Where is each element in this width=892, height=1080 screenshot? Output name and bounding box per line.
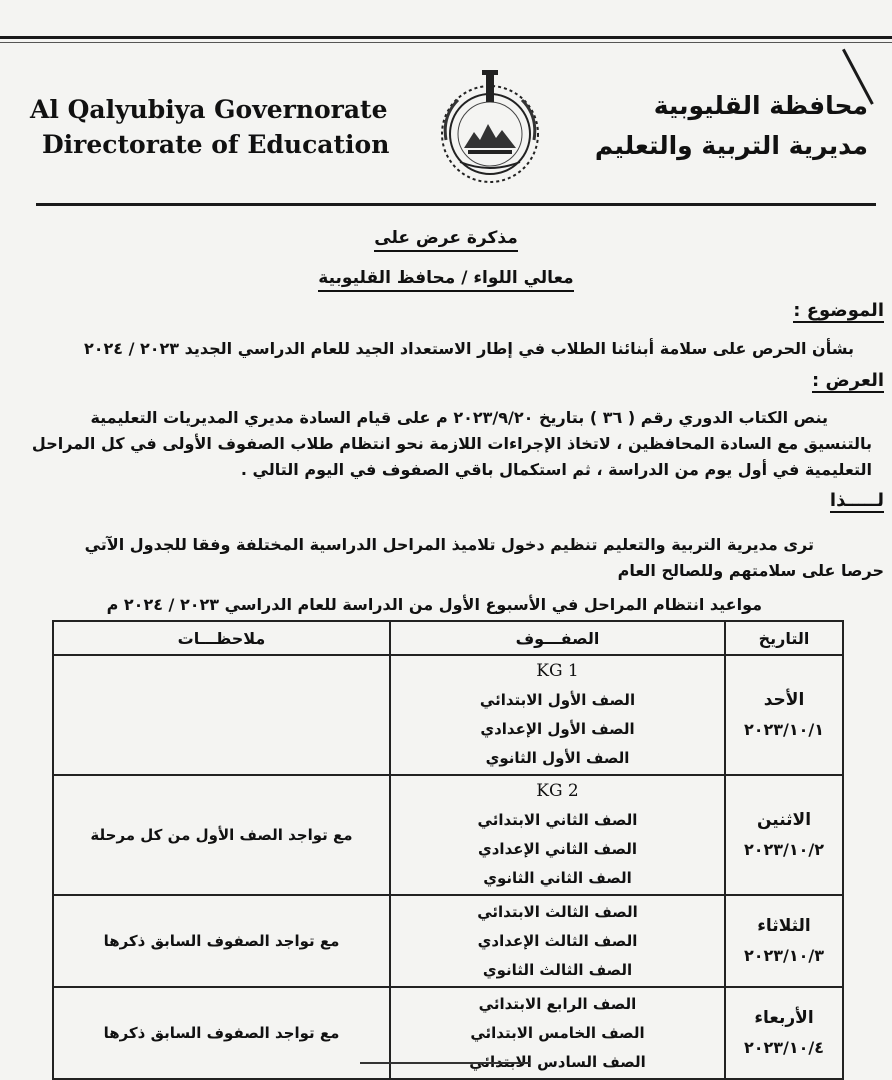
header-en-governorate: Al Qalyubiya Governorate [30,95,388,124]
grade-item: KG 2 [536,781,579,801]
header-divider [36,203,876,206]
table-header-row [53,621,843,655]
date-value: ٢٠٢٣/١٠/٣ [743,946,825,965]
grade-item: الصف الثاني الثانوي [483,869,632,887]
date-cell [725,895,843,987]
day-name: الثلاثاء [757,916,811,936]
header-notes: ملاحظـــات [53,621,390,655]
therefore-label [830,490,884,511]
grade-item: الصف الثاني الابتدائي [477,811,638,829]
subject-label-text: الموضوع : [793,300,884,321]
presentation-paragraph [2,405,872,483]
memo-title [0,228,892,248]
notes-cell: مع تواجد الصفوف السابق ذكرها [53,987,390,1079]
grade-item: الصف الأول الإعدادي [480,720,635,738]
grade-item: الصف الأول الثانوي [485,749,630,767]
grades-cell [390,895,725,987]
governorate-seal-icon [430,70,550,190]
date-cell [725,987,843,1079]
date-value: ٢٠٢٣/١٠/١ [743,720,825,739]
top-border-line-thin [0,42,892,43]
schedule-table [52,620,844,1080]
memo-addressee-text: معالي اللواء / محافظ القليوبية [318,268,573,292]
date-value: ٢٠٢٣/١٠/٢ [743,840,825,859]
top-border-line [0,36,892,39]
header-english [30,92,389,162]
notes-cell [53,655,390,775]
memo-title-text: مذكرة عرض على [374,228,518,252]
table-row [53,895,843,987]
subject-text: بشأن الحرص على سلامة أبنائنا الطلاب في إطار الاستعداد الجيد للعام الدراسي الجديد ٢٠٢٣ / ٢٠٢٤ [83,339,854,358]
presentation-line-1: ينص الكتاب الدوري رقم ( ٣٦ ) بتاريخ ٢٠٢٣/٩/٢٠ م على قيام السادة مديري المديريات التعليمية [90,408,828,427]
header-date: التاريخ [725,621,843,655]
therefore-line-2: حرصا على سلامتهم وللصالح العام [617,561,884,580]
table-row [53,775,843,895]
grades-cell [390,655,725,775]
notes-cell: مع تواجد الصفوف السابق ذكرها [53,895,390,987]
header-arabic [595,86,868,166]
date-cell [725,655,843,775]
presentation-line-3: التعليمية في أول يوم من الدراسة ، ثم استكمال باقي الصفوف في اليوم التالي . [240,460,872,479]
presentation-line-2: بالتنسيق مع السادة المحافظين ، لاتخاذ الإجراءات اللازمة نحو انتظام طلاب الصفوف الأولى في كل المراحل [31,434,872,453]
grade-item: الصف السادس الابتدائي [469,1052,646,1071]
cut-off-line [360,1062,530,1068]
therefore-paragraph [4,532,884,584]
header-grades: الصفـــوف [390,621,725,655]
table-row [53,655,843,775]
header-en-directorate: Directorate of Education [42,130,390,159]
therefore-line-1: ترى مديرية التربية والتعليم تنظيم دخول تلاميذ المراحل الدراسية المختلفة وفقا للجدول الآتي [84,535,814,554]
date-cell [725,775,843,895]
table-caption: مواعيد انتظام المراحل في الأسبوع الأول من الدراسة للعام الدراسي ٢٠٢٣ / ٢٠٢٤ م [106,595,762,614]
grade-item: KG 1 [536,661,579,681]
subject-label [793,300,884,321]
cut-off-text-fragment [360,1056,530,1068]
grades-cell [390,775,725,895]
date-value: ٢٠٢٣/١٠/٤ [743,1038,825,1057]
grade-item: الصف الأول الابتدائي [479,691,636,709]
memo-addressee [0,268,892,288]
grade-item: الصف الثالث الابتدائي [477,902,638,921]
day-name: الاثنين [756,810,812,830]
day-name: الأحد [763,690,805,710]
presentation-label-text: العرض : [812,370,884,391]
day-name: الأربعاء [754,1008,814,1028]
notes-cell: مع تواجد الصف الأول من كل مرحلة [53,775,390,895]
grade-item: الصف الثاني الإعدادي [477,840,637,858]
grade-item: الصف الخامس الابتدائي [470,1023,645,1042]
header-ar-directorate: مديرية التربية والتعليم [594,131,868,160]
grade-item: الصف الثالث الثانوي [482,960,633,979]
therefore-label-text: لـــــذا [829,490,884,511]
grade-item: الصف الرابع الابتدائي [478,994,637,1013]
header-ar-governorate: محافظة القليوبية [653,91,868,120]
presentation-label [812,370,884,391]
grade-item: الصف الثالث الإعدادي [477,931,638,950]
